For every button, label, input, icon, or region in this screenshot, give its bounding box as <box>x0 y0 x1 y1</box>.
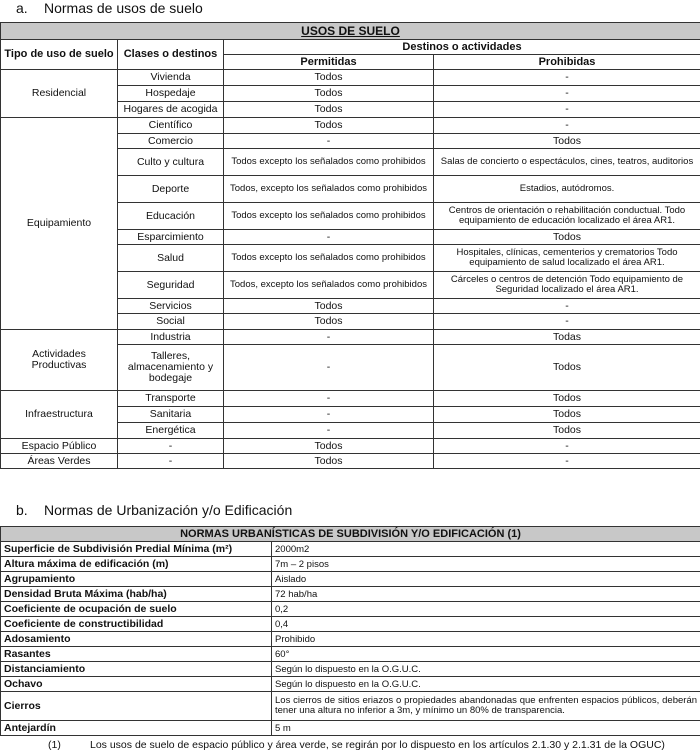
section-b-heading <box>16 502 292 518</box>
norma-label: Adosamiento <box>1 632 272 647</box>
prohibidas-cell: Todos <box>434 391 700 407</box>
permitidas-cell: Todos <box>224 86 434 102</box>
clase-cell: Culto y cultura <box>118 149 224 176</box>
prohibidas-cell: Todos <box>434 134 700 149</box>
norma-value: 7m – 2 pisos <box>272 557 700 572</box>
permitidas-cell: Todos <box>224 439 434 454</box>
clase-cell: Deporte <box>118 176 224 203</box>
clase-cell: Esparcimiento <box>118 230 224 245</box>
tipo-cell: Equipamiento <box>1 118 118 330</box>
permitidas-cell: Todos <box>224 299 434 314</box>
permitidas-cell: Todos, excepto los señalados como prohibidos <box>224 272 434 299</box>
col-header-permitidas: Permitidas <box>224 55 434 70</box>
permitidas-cell: - <box>224 423 434 439</box>
norma-label: Antejardín <box>1 721 272 736</box>
permitidas-cell: - <box>224 230 434 245</box>
permitidas-cell: - <box>224 330 434 345</box>
permitidas-cell: - <box>224 391 434 407</box>
norma-label: Densidad Bruta Máxima (hab/ha) <box>1 587 272 602</box>
norma-value: Según lo dispuesto en la O.G.U.C. <box>272 662 700 677</box>
table-row <box>1 118 700 134</box>
permitidas-cell: Todos <box>224 118 434 134</box>
clase-cell: - <box>118 454 224 469</box>
prohibidas-cell: Todos <box>434 230 700 245</box>
clase-cell: Servicios <box>118 299 224 314</box>
clase-cell: Energética <box>118 423 224 439</box>
table-row <box>1 692 700 721</box>
clase-cell: Educación <box>118 203 224 230</box>
permitidas-cell: Todos <box>224 102 434 118</box>
clase-cell: Salud <box>118 245 224 272</box>
clase-cell: Seguridad <box>118 272 224 299</box>
clase-cell: Comercio <box>118 134 224 149</box>
prohibidas-cell: Todos <box>434 407 700 423</box>
norma-label: Coeficiente de ocupación de suelo <box>1 602 272 617</box>
col-header-tipo: Tipo de uso de suelo <box>1 40 118 70</box>
col-header-destinos: Destinos o actividades <box>224 40 700 55</box>
table-row <box>1 330 700 345</box>
footnote-number: (1) <box>48 739 61 751</box>
permitidas-cell: - <box>224 134 434 149</box>
section-a-title: Normas de usos de suelo <box>44 0 203 16</box>
clase-cell: Industria <box>118 330 224 345</box>
norma-label: Ochavo <box>1 677 272 692</box>
permitidas-cell: - <box>224 407 434 423</box>
section-b-title: Normas de Urbanización y/o Edificación <box>44 502 293 518</box>
clase-cell: Científico <box>118 118 224 134</box>
section-a-letter: a. <box>16 0 28 16</box>
permitidas-cell: Todos, excepto los señalados como prohibidos <box>224 176 434 203</box>
tipo-cell: Espacio Público <box>1 439 118 454</box>
clase-cell: Hogares de acogida <box>118 102 224 118</box>
norma-value: Los cierros de sitios eriazos o propiedades abandonadas que enfrenten espacios públicos, deberán tener una altura no inferior a 3m, y mínimo un 80% de transparencia. <box>272 692 700 721</box>
permitidas-cell: Todos excepto los señalados como prohibidos <box>224 245 434 272</box>
section-b-letter: b. <box>16 502 28 518</box>
col-header-prohibidas: Prohibidas <box>434 55 700 70</box>
prohibidas-cell: - <box>434 454 700 469</box>
norma-value: Según lo dispuesto en la O.G.U.C. <box>272 677 700 692</box>
prohibidas-cell: Todas <box>434 330 700 345</box>
usos-table-title: USOS DE SUELO <box>1 23 700 40</box>
clase-cell: Transporte <box>118 391 224 407</box>
table-row <box>1 602 700 617</box>
norma-label: Altura máxima de edificación (m) <box>1 557 272 572</box>
footnote-text: Los usos de suelo de espacio público y área verde, se regirán por lo dispuesto en los artículos 2.1.30 y 2.1.31 de la OGUC) <box>90 739 665 751</box>
table-row <box>1 439 700 454</box>
table-row <box>1 542 700 557</box>
clase-cell: Sanitaria <box>118 407 224 423</box>
prohibidas-cell: - <box>434 299 700 314</box>
prohibidas-cell: - <box>434 118 700 134</box>
normas-table-title: NORMAS URBANÍSTICAS DE SUBDIVISIÓN Y/O EDIFICACIÓN (1) <box>1 527 700 542</box>
prohibidas-cell: Todos <box>434 423 700 439</box>
permitidas-cell: Todos excepto los señalados como prohibidos <box>224 203 434 230</box>
norma-value: Prohibido <box>272 632 700 647</box>
prohibidas-cell: - <box>434 439 700 454</box>
usos-de-suelo-table <box>0 22 700 469</box>
prohibidas-cell: Cárceles o centros de detención Todo equipamiento de Seguridad localizado el área AR1. <box>434 272 700 299</box>
table-row <box>1 557 700 572</box>
tipo-cell: Áreas Verdes <box>1 454 118 469</box>
clase-cell: - <box>118 439 224 454</box>
permitidas-cell: Todos <box>224 70 434 86</box>
prohibidas-cell: Centros de orientación o rehabilitación conductual. Todo equipamiento de educación localizado el área AR1. <box>434 203 700 230</box>
section-a-heading <box>16 0 203 16</box>
footnote <box>48 739 665 751</box>
tipo-cell: Infraestructura <box>1 391 118 439</box>
tipo-cell: Residencial <box>1 70 118 118</box>
table-row <box>1 454 700 469</box>
table-row <box>1 587 700 602</box>
table-row <box>1 721 700 736</box>
norma-label: Coeficiente de constructibilidad <box>1 617 272 632</box>
col-header-clases: Clases o destinos <box>118 40 224 70</box>
clase-cell: Vivienda <box>118 70 224 86</box>
norma-label: Rasantes <box>1 647 272 662</box>
table-row <box>1 632 700 647</box>
clase-cell: Social <box>118 314 224 330</box>
prohibidas-cell: Salas de concierto o espectáculos, cines, teatros, auditorios <box>434 149 700 176</box>
clase-cell: Hospedaje <box>118 86 224 102</box>
clase-cell: Talleres, almacenamiento y bodegaje <box>118 345 224 391</box>
table-row <box>1 70 700 86</box>
norma-value: Aislado <box>272 572 700 587</box>
permitidas-cell: Todos <box>224 314 434 330</box>
norma-value: 0,2 <box>272 602 700 617</box>
norma-value: 72 hab/ha <box>272 587 700 602</box>
prohibidas-cell: - <box>434 314 700 330</box>
prohibidas-cell: - <box>434 102 700 118</box>
table-row <box>1 572 700 587</box>
table-row <box>1 617 700 632</box>
norma-value: 0,4 <box>272 617 700 632</box>
norma-label: Superficie de Subdivisión Predial Mínima (m²) <box>1 542 272 557</box>
prohibidas-cell: - <box>434 86 700 102</box>
table-row <box>1 677 700 692</box>
norma-label: Cierros <box>1 692 272 721</box>
prohibidas-cell: Todos <box>434 345 700 391</box>
norma-value: 5 m <box>272 721 700 736</box>
norma-label: Distanciamiento <box>1 662 272 677</box>
norma-value: 60° <box>272 647 700 662</box>
table-row <box>1 647 700 662</box>
prohibidas-cell: Estadios, autódromos. <box>434 176 700 203</box>
table-row <box>1 662 700 677</box>
normas-urbanisticas-table <box>0 526 700 736</box>
permitidas-cell: Todos <box>224 454 434 469</box>
prohibidas-cell: - <box>434 70 700 86</box>
permitidas-cell: Todos excepto los señalados como prohibidos <box>224 149 434 176</box>
permitidas-cell: - <box>224 345 434 391</box>
table-row <box>1 391 700 407</box>
norma-label: Agrupamiento <box>1 572 272 587</box>
norma-value: 2000m2 <box>272 542 700 557</box>
prohibidas-cell: Hospitales, clínicas, cementerios y crematorios Todo equipamiento de salud localizado el área AR1. <box>434 245 700 272</box>
tipo-cell: Actividades Productivas <box>1 330 118 391</box>
